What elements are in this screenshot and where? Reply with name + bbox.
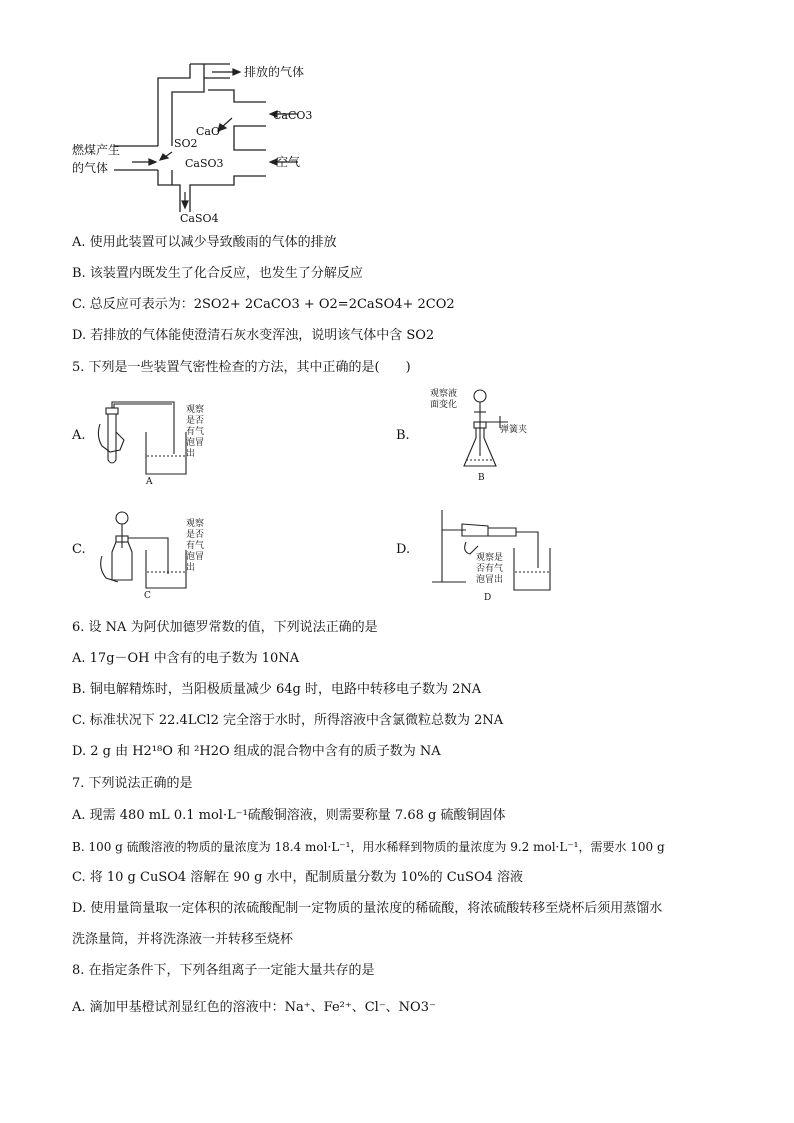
q5-stem: 5. 下列是一些装置气密性检查的方法，其中正确的是( ) bbox=[72, 360, 411, 375]
fig-b-caption: B bbox=[478, 473, 485, 483]
fig-b-obs-2: 面变化 bbox=[430, 400, 458, 410]
fig-a-obs-4: 泡冒 bbox=[186, 438, 205, 448]
q5-figure-a bbox=[96, 396, 216, 486]
fig-d-obs-3: 泡冒出 bbox=[476, 575, 504, 585]
fig-a-obs-2: 是否 bbox=[186, 416, 205, 426]
fig-a-obs-1: 观察 bbox=[186, 405, 205, 415]
q4-option-a: A. 使用此装置可以减少导致酸雨的气体的排放 bbox=[72, 235, 337, 250]
q6-option-a: A. 17g－OH 中含有的电子数为 10NA bbox=[72, 651, 300, 666]
q4-option-d-formula: SO2 bbox=[406, 328, 435, 343]
q8-option-a: A. 滴加甲基橙试剂显红色的溶液中：Na⁺、Fe²⁺、Cl⁻、NO3⁻ bbox=[72, 1000, 436, 1015]
q8-stem: 8. 在指定条件下，下列各组离子一定能大量共存的是 bbox=[72, 963, 375, 978]
label-caco3-in: CaCO3 bbox=[273, 109, 313, 122]
label-caso4: CaSO4 bbox=[180, 212, 219, 225]
fig-b-obs-1: 观察液 bbox=[430, 389, 458, 399]
fig-d-obs-2: 否有气 bbox=[476, 564, 504, 574]
label-coal-gas-2: 的气体 bbox=[72, 161, 109, 175]
q6-option-c: C. 标准状况下 22.4LCl2 完全溶于水时，所得溶液中含氯微粒总数为 2NA bbox=[72, 713, 504, 728]
desulfurization-diagram bbox=[0, 0, 794, 230]
q4-option-c bbox=[72, 297, 455, 313]
fig-c-obs-4: 泡冒 bbox=[186, 552, 205, 562]
q6-stem: 6. 设 NA 为阿伏加德罗常数的值，下列说法正确的是 bbox=[72, 620, 378, 635]
q5-letter-c: C. bbox=[72, 542, 86, 557]
q7-option-d-line1: D. 使用量筒量取一定体积的浓硫酸配制一定物质的量浓度的稀硫酸，将浓硫酸转移至烧杯后须用蒸馏水 bbox=[72, 901, 663, 916]
q5-figure-c bbox=[96, 508, 216, 600]
q4-option-d bbox=[72, 328, 434, 344]
q4-option-c-prefix: C. 总反应可表示为： bbox=[72, 297, 194, 312]
q4-option-c-equation: 2SO2+ 2CaCO3 + O2=2CaSO4+ 2CO2 bbox=[193, 297, 455, 312]
label-so2: SO2 bbox=[174, 137, 198, 150]
label-cao: CaO bbox=[196, 125, 220, 138]
q6-option-b: B. 铜电解精炼时，当阳极质量减少 64g 时，电路中转移电子数为 2NA bbox=[72, 682, 482, 697]
q5-letter-a: A. bbox=[72, 428, 86, 443]
label-coal-gas-1: 燃煤产生 bbox=[72, 143, 121, 157]
fig-a-obs-3: 有气 bbox=[186, 427, 205, 437]
q7-option-d-line2: 洗涤量筒，并将洗涤液一并转移至烧杯 bbox=[72, 932, 294, 947]
q7-option-a: A. 现需 480 mL 0.1 mol·L⁻¹硫酸铜溶液，则需要称量 7.68 g 硫酸铜固体 bbox=[72, 808, 506, 823]
q5-figure-d bbox=[426, 502, 566, 602]
label-exhaust: 排放的气体 bbox=[244, 65, 305, 79]
q6-option-d: D. 2 g 由 H2¹⁸O 和 ²H2O 组成的混合物中含有的质子数为 NA bbox=[72, 744, 441, 759]
q5-figure-b bbox=[428, 386, 568, 486]
label-caso3: CaSO3 bbox=[185, 157, 224, 170]
fig-d-obs-1: 观察是 bbox=[476, 553, 504, 563]
fig-c-caption: C bbox=[144, 591, 151, 601]
fig-c-obs-5: 出 bbox=[186, 563, 196, 573]
q7-stem: 7. 下列说法正确的是 bbox=[72, 776, 193, 791]
fig-c-obs-1: 观察 bbox=[186, 519, 205, 529]
fig-a-obs-5: 出 bbox=[186, 449, 196, 459]
q4-option-b: B. 该装置内既发生了化合反应，也发生了分解反应 bbox=[72, 266, 363, 281]
q7-option-c: C. 将 10 g CuSO4 溶解在 90 g 水中，配制质量分数为 10%的 CuSO4 溶液 bbox=[72, 870, 524, 885]
fig-c-obs-3: 有气 bbox=[186, 541, 205, 551]
fig-c-obs-2: 是否 bbox=[186, 530, 205, 540]
fig-b-clamp: 弹簧夹 bbox=[500, 425, 528, 435]
q5-letter-d: D. bbox=[396, 542, 411, 557]
fig-a-caption: A bbox=[146, 477, 153, 487]
q5-letter-b: B. bbox=[396, 428, 410, 443]
q7-option-b: B. 100 g 硫酸溶液的物质的量浓度为 18.4 mol·L⁻¹，用水稀释到物质的量浓度为 9.2 mol·L⁻¹，需要水 100 g bbox=[72, 840, 665, 854]
fig-d-caption: D bbox=[484, 593, 492, 603]
label-air: 空气 bbox=[276, 155, 301, 169]
q4-option-d-prefix: D. 若排放的气体能使澄清石灰水变浑浊，说明该气体中含 bbox=[72, 328, 407, 343]
